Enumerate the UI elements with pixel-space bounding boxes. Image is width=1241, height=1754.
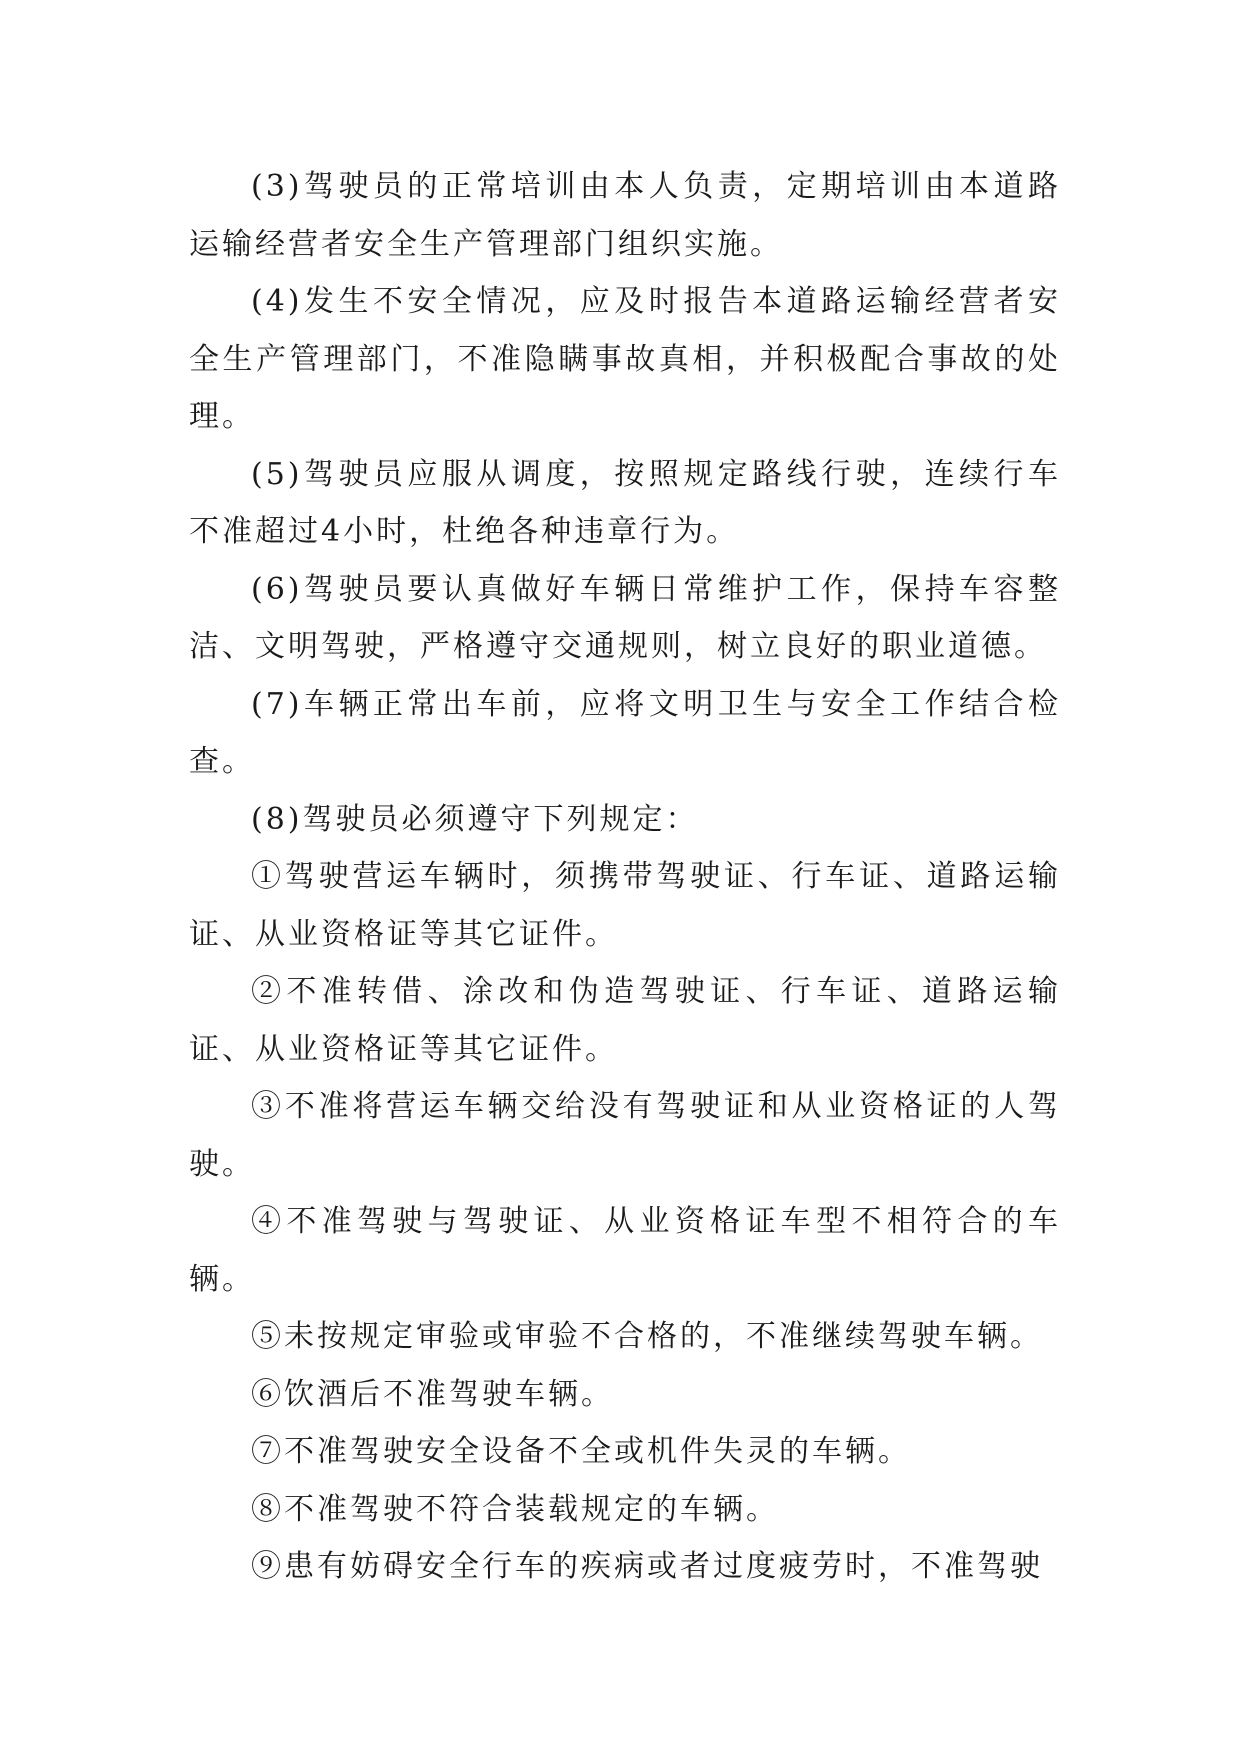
paragraph-6: (6)驾驶员要认真做好车辆日常维护工作，保持车容整洁、文明驾驶，严格遵守交通规则，树立良好的职业道德。 [189,571,1061,664]
rule-item-3: ③不准将营运车辆交给没有驾驶证和从业资格证的人驾驶。 [189,1089,1061,1182]
rule-item-1: ①驾驶营运车辆时，须携带驾驶证、行车证、道路运输证、从业资格证等其它证件。 [189,859,1061,952]
rule-item-9: ⑨患有妨碍安全行车的疾病或者过度疲劳时，不准驾驶 [251,1549,1043,1584]
document-body [189,158,1061,1596]
paragraph-8: (8)驾驶员必须遵守下列规定： [251,801,699,837]
paragraph-4: (4)发生不安全情况，应及时报告本道路运输经营者安全生产管理部门，不准隐瞒事故真相，并积极配合事故的处理。 [189,284,1061,434]
paragraph-5: (5)驾驶员应服从调度，按照规定路线行驶，连续行车不准超过4小时，杜绝各种违章行为。 [189,456,1061,549]
rule-item-5: ⑤未按规定审验或审验不合格的，不准继续驾驶车辆。 [251,1319,1043,1354]
paragraph-3: (3)驾驶员的正常培训由本人负责，定期培训由本道路运输经营者安全生产管理部门组织实施。 [189,169,1061,262]
rule-item-2: ②不准转借、涂改和伪造驾驶证、行车证、道路运输证、从业资格证等其它证件。 [189,974,1061,1067]
rule-item-8: ⑧不准驾驶不符合装载规定的车辆。 [251,1491,779,1527]
rule-item-4: ④不准驾驶与驾驶证、从业资格证车型不相符合的车辆。 [189,1204,1061,1297]
paragraph-7: (7)车辆正常出车前，应将文明卫生与安全工作结合检查。 [189,686,1061,779]
rule-item-7: ⑦不准驾驶安全设备不全或机件失灵的车辆。 [251,1434,911,1469]
rule-item-6: ⑥饮酒后不准驾驶车辆。 [251,1376,614,1412]
